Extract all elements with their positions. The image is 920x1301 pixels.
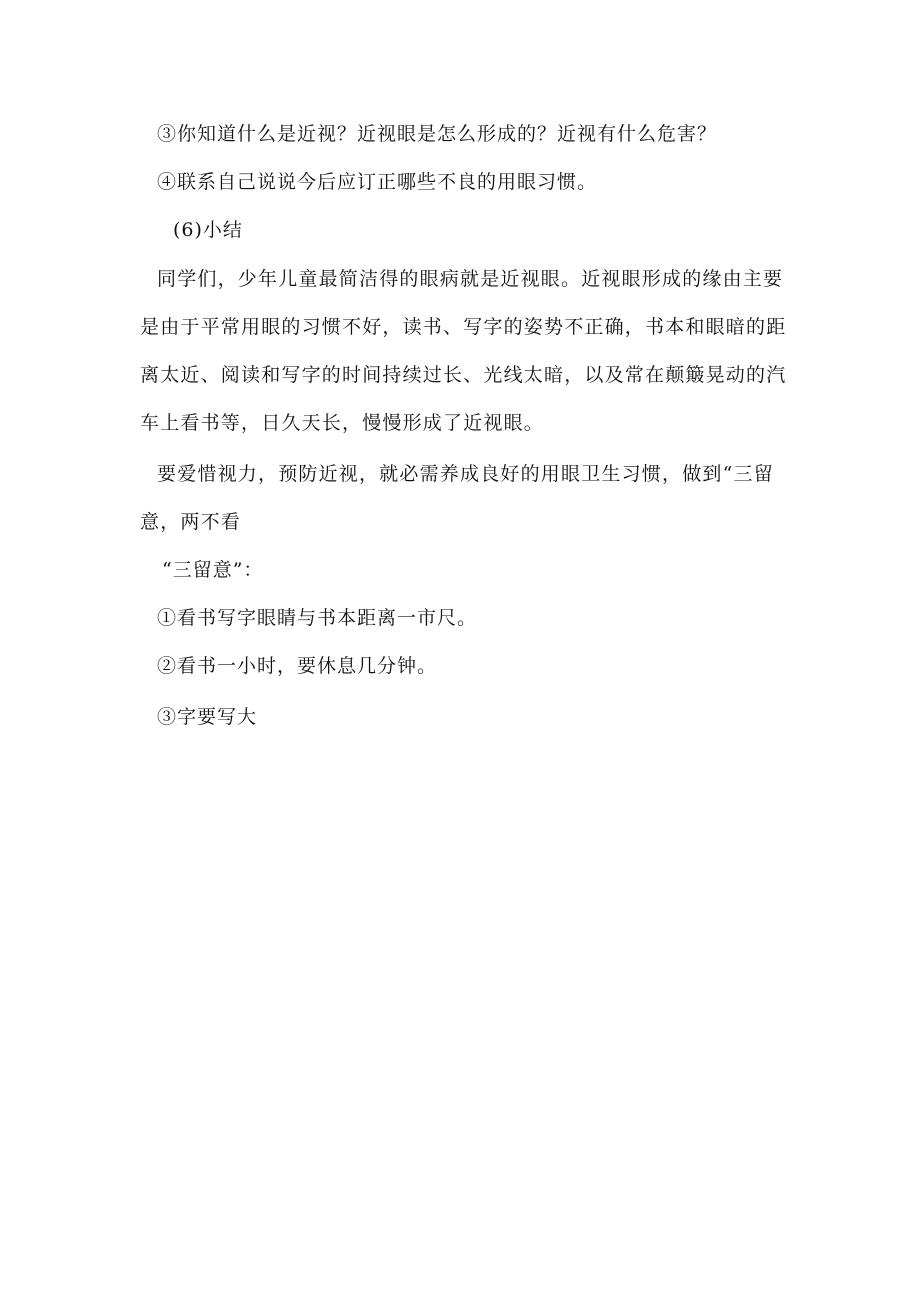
three-attentions-item-1: ①看书写字眼睛与书本距离一市尺。 — [157, 607, 478, 629]
question-4: ④联系自己说说今后应订正哪些不良的用眼习惯。 — [157, 171, 598, 193]
summary-line-4: 车上看书等，日久天长，慢慢形成了近视眼。 — [140, 412, 545, 434]
summary-line-3: 离太近、阅读和写字的时间持续过长、光线太暗，以及常在颠簸晃动的汽 — [140, 364, 787, 386]
summary-line-2: 是由于平常用眼的习惯不好，读书、写字的姿势不正确，书本和眼暗的距 — [140, 316, 787, 338]
summary-line-1: 同学们，少年儿童最简洁得的眼病就是近视眼。近视眼形成的缘由主要 — [157, 268, 784, 290]
question-3: ③你知道什么是近视？近视眼是怎么形成的？近视有什么危害？ — [157, 123, 718, 145]
three-attentions-item-2: ②看书一小时，要休息几分钟。 — [157, 655, 438, 677]
three-attentions-heading: “三留意”： — [162, 559, 264, 581]
section-heading-summary: (6)小结 — [173, 219, 243, 241]
advice-line-2: 意，两不看 — [140, 511, 242, 533]
three-attentions-item-3: ③字要写大 — [157, 706, 258, 728]
advice-line-1: 要爱惜视力，预防近视，就必需养成良好的用眼卫生习惯，做到“三留 — [157, 463, 774, 485]
